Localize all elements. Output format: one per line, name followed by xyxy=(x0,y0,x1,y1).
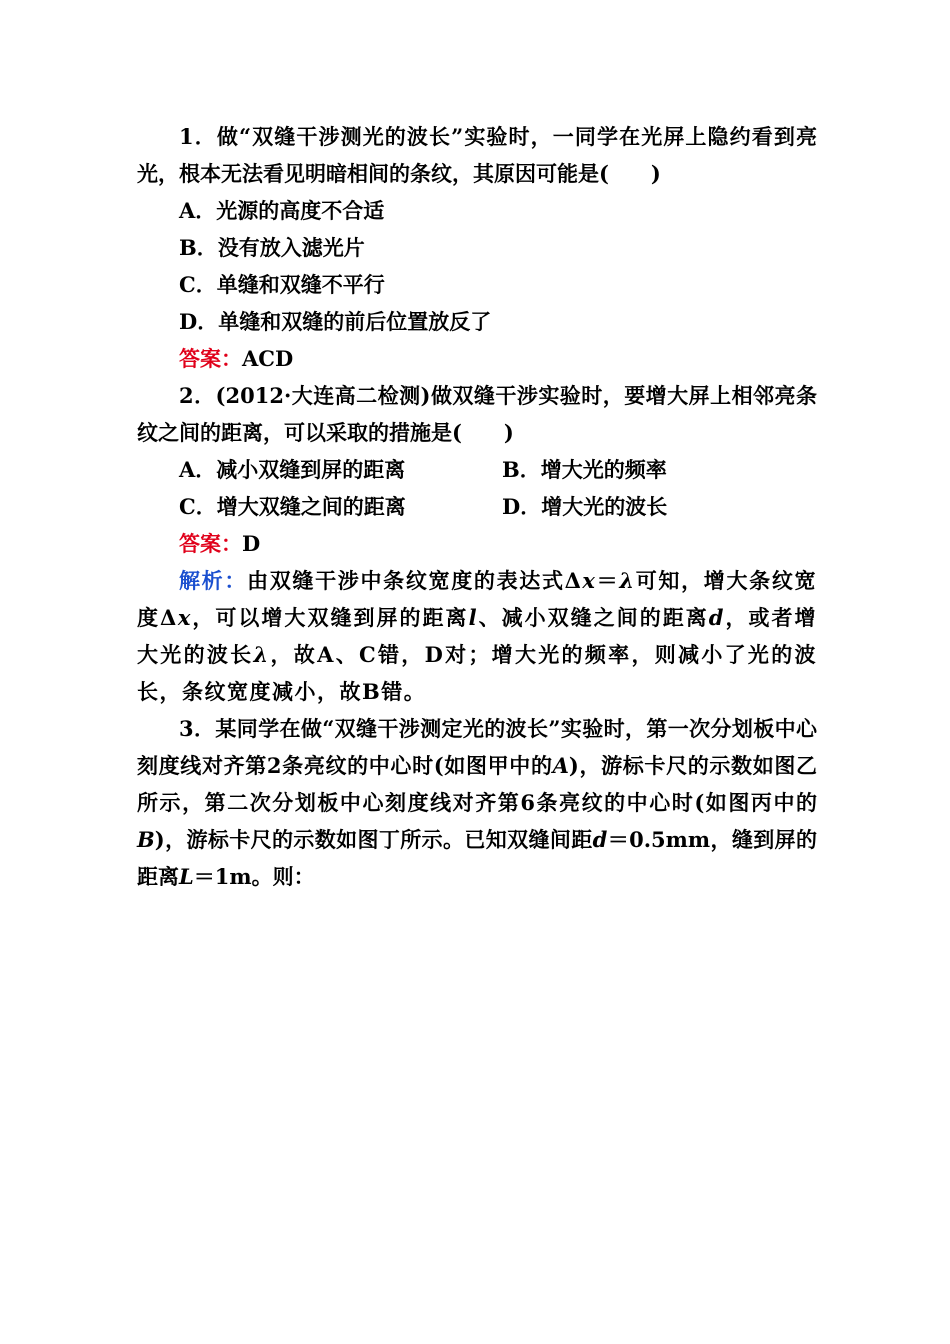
answer-label: 答案： xyxy=(179,346,242,371)
question-text: )，游标卡尺的示数如图乙所示，第二次分划板中心刻度线对齐第6条亮纹的中心时(如图丙中的 xyxy=(137,753,818,815)
label-b: B xyxy=(137,827,155,852)
analysis-text: ，或者增大光的波长 xyxy=(137,605,818,667)
question-2-options-row-1 xyxy=(137,451,817,488)
variable-lambda: λ xyxy=(253,642,270,667)
question-text: )，游标卡尺的示数如图丁所示。已知双缝间距 xyxy=(154,827,593,852)
analysis-text: ，故A、C错，D对；增大光的频率，则减小了光的波长，条纹宽度减小，故B错。 xyxy=(137,642,818,704)
question-text: ＝0.5mm，缝到屏的距离 xyxy=(137,827,817,889)
question-2-stem: 2．(2012·大连高二检测)做双缝干涉实验时，要增大屏上相邻亮条纹之间的距离，可以采取的措施是( ) xyxy=(137,383,817,445)
variable-x: x xyxy=(177,605,192,630)
analysis-label: 解析： xyxy=(179,568,248,593)
question-1-answer xyxy=(137,340,817,377)
question-1-stem: 1．做“双缝干涉测光的波长”实验时，一同学在光屏上隐约看到亮光，根本无法看见明暗相间的条纹，其原因可能是( ) xyxy=(137,124,817,186)
question-1-option-a: A．光源的高度不合适 xyxy=(179,198,385,223)
question-1-option-c: C．单缝和双缝不平行 xyxy=(179,272,385,297)
answer-value: ACD xyxy=(242,346,294,371)
analysis-text: ，可以增大双缝到屏的距离 xyxy=(191,605,469,630)
question-2-analysis xyxy=(137,562,817,710)
question-text: 3．某同学在做“双缝干涉测定光的波长”实验时，第一次分划板中心刻度线对齐第2条亮纹的中心时(如图甲中的 xyxy=(137,716,817,778)
label-a: A xyxy=(552,753,569,778)
analysis-text: 可知，增大条纹宽度Δ xyxy=(137,568,818,630)
variable-x: x xyxy=(582,568,597,593)
question-2-option-b: B．增大光的频率 xyxy=(502,457,667,482)
question-2-option-a: A．减小双缝到屏的距离 xyxy=(179,457,406,482)
variable-d: d xyxy=(708,605,725,630)
variable-d: d xyxy=(592,827,608,852)
question-2-option-c: C．增大双缝之间的距离 xyxy=(179,494,406,519)
analysis-text: ＝ xyxy=(596,568,620,593)
document-page xyxy=(137,118,817,895)
analysis-text: 由双缝干涉中条纹宽度的表达式Δ xyxy=(247,568,583,593)
question-3-stem xyxy=(137,710,817,895)
question-2-option-d: D．增大光的波长 xyxy=(502,494,668,519)
question-2-answer xyxy=(137,525,817,562)
question-text: ＝1m。则： xyxy=(193,864,315,889)
variable-l: l xyxy=(468,605,479,630)
variable-l: L xyxy=(179,864,194,889)
variable-lambda: λ xyxy=(619,568,636,593)
answer-value: D xyxy=(242,531,261,556)
answer-label: 答案： xyxy=(179,531,242,556)
question-2-options-row-2 xyxy=(137,488,817,525)
question-1-option-b: B．没有放入滤光片 xyxy=(179,235,365,260)
question-1-option-d: D．单缝和双缝的前后位置放反了 xyxy=(179,309,492,334)
analysis-text: 、减小双缝之间的距离 xyxy=(478,605,709,630)
